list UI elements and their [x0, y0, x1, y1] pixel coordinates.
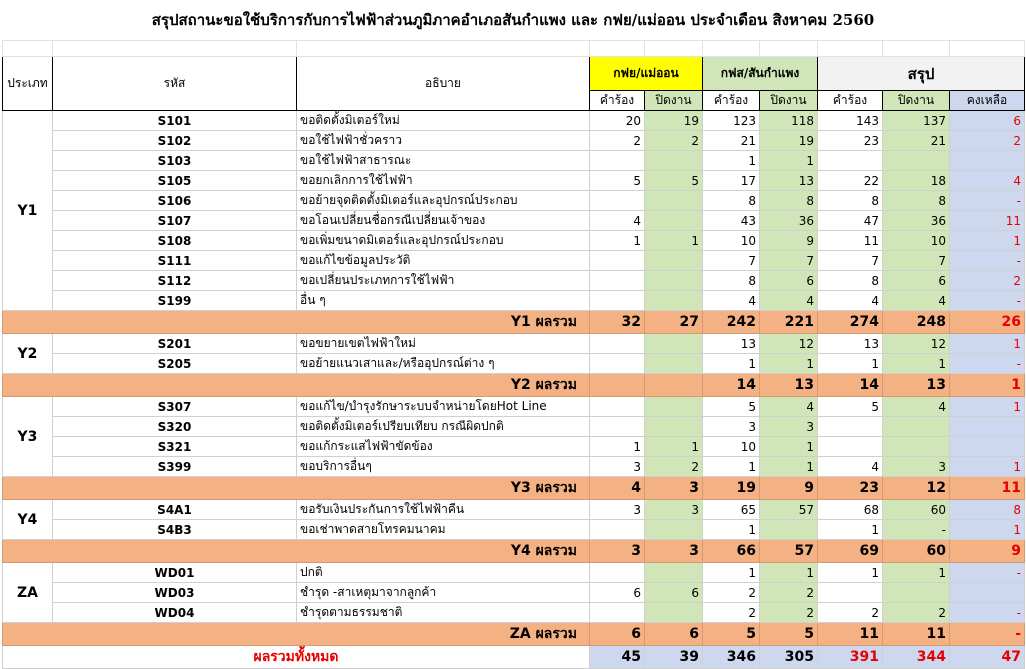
b-req-cell[interactable]: 10	[703, 437, 760, 457]
a-req-cell[interactable]: 2	[590, 131, 645, 151]
description-cell[interactable]: ขอแก้กระแสไฟฟ้าขัดข้อง	[297, 437, 590, 457]
remain-cell[interactable]: 2	[950, 271, 1025, 291]
description-cell[interactable]: ปกติ	[297, 563, 590, 583]
b-closed-cell[interactable]: 1	[760, 563, 818, 583]
table-row	[3, 111, 1025, 131]
remain-cell[interactable]: 1	[950, 457, 1025, 477]
subtotal-remain[interactable]: 26	[950, 311, 1025, 334]
remain-cell[interactable]	[950, 583, 1025, 603]
header-code[interactable]: รหัส	[53, 57, 297, 111]
table-row	[3, 417, 1025, 437]
code-cell[interactable]: WD03	[53, 583, 297, 603]
code-cell[interactable]: S4A1	[53, 500, 297, 520]
s-req-cell[interactable]: 5	[818, 397, 883, 417]
s-req-cell[interactable]: 1	[818, 563, 883, 583]
a-closed-cell[interactable]	[645, 603, 703, 623]
description-cell[interactable]: ชำรุด -สาเหตุมาจากลูกค้า	[297, 583, 590, 603]
s-closed-cell[interactable]: 4	[883, 397, 950, 417]
code-cell[interactable]: WD04	[53, 603, 297, 623]
a-closed-cell[interactable]: 19	[645, 111, 703, 131]
s-closed-cell[interactable]: 2	[883, 603, 950, 623]
subheader-b-closed[interactable]: ปิดงาน	[760, 91, 818, 111]
a-closed-cell[interactable]	[645, 191, 703, 211]
category-cell[interactable]: Y4	[3, 500, 53, 540]
code-cell[interactable]: S103	[53, 151, 297, 171]
s-closed-cell[interactable]: 4	[883, 291, 950, 311]
description-cell[interactable]: ขอย้ายจุดติดตั้งมิเตอร์และอุปกรณ์ประกอบ	[297, 191, 590, 211]
description-cell[interactable]: ขอเช่าพาดสายโทรคมนาคม	[297, 520, 590, 540]
remain-cell[interactable]: -	[950, 563, 1025, 583]
subheader-s-closed[interactable]: ปิดงาน	[883, 91, 950, 111]
category-cell[interactable]: Y1	[3, 111, 53, 311]
subtotal-s-closed[interactable]: 248	[883, 311, 950, 334]
s-closed-cell[interactable]: 6	[883, 271, 950, 291]
remain-cell[interactable]: 4	[950, 171, 1025, 191]
spacer-row	[3, 41, 1025, 57]
b-req-cell[interactable]: 1	[703, 151, 760, 171]
code-cell[interactable]: S101	[53, 111, 297, 131]
a-req-cell[interactable]	[590, 354, 645, 374]
remain-cell[interactable]: -	[950, 603, 1025, 623]
b-closed-cell[interactable]: 12	[760, 334, 818, 354]
b-req-cell[interactable]: 8	[703, 271, 760, 291]
table-row	[3, 583, 1025, 603]
s-req-cell[interactable]: 1	[818, 354, 883, 374]
b-closed-cell[interactable]	[760, 520, 818, 540]
b-closed-cell[interactable]: 8	[760, 191, 818, 211]
a-closed-cell[interactable]: 3	[645, 500, 703, 520]
b-req-cell[interactable]: 3	[703, 417, 760, 437]
subheader-a-req[interactable]: คำร้อง	[590, 91, 645, 111]
a-req-cell[interactable]	[590, 563, 645, 583]
b-req-cell[interactable]: 2	[703, 603, 760, 623]
table-row	[3, 131, 1025, 151]
subtotal-row	[3, 311, 1025, 334]
remain-cell[interactable]: -	[950, 291, 1025, 311]
table-row	[3, 291, 1025, 311]
code-cell[interactable]: S108	[53, 231, 297, 251]
s-closed-cell[interactable]	[883, 583, 950, 603]
b-req-cell[interactable]: 7	[703, 251, 760, 271]
a-req-cell[interactable]	[590, 271, 645, 291]
a-req-cell[interactable]: 3	[590, 457, 645, 477]
b-req-cell[interactable]: 17	[703, 171, 760, 191]
a-closed-cell[interactable]	[645, 520, 703, 540]
grand-total-row	[3, 646, 1025, 669]
a-closed-cell[interactable]: 5	[645, 171, 703, 191]
table-row	[3, 171, 1025, 191]
description-cell[interactable]: ขอใช้ไฟฟ้าชั่วคราว	[297, 131, 590, 151]
subtotal-label[interactable]: Y1 ผลรวม	[3, 311, 590, 334]
table-row	[3, 191, 1025, 211]
table-row	[3, 520, 1025, 540]
b-req-cell[interactable]: 4	[703, 291, 760, 311]
a-req-cell[interactable]	[590, 603, 645, 623]
code-cell[interactable]: WD01	[53, 563, 297, 583]
a-closed-cell[interactable]	[645, 271, 703, 291]
s-closed-cell[interactable]: 1	[883, 563, 950, 583]
code-cell[interactable]: S105	[53, 171, 297, 191]
s-req-cell[interactable]: 23	[818, 131, 883, 151]
a-req-cell[interactable]: 3	[590, 500, 645, 520]
subtotal-remain[interactable]: -	[950, 623, 1025, 646]
subtotal-row	[3, 374, 1025, 397]
s-closed-cell[interactable]	[883, 437, 950, 457]
code-cell[interactable]: S111	[53, 251, 297, 271]
remain-cell[interactable]: 8	[950, 500, 1025, 520]
s-req-cell[interactable]: 8	[818, 271, 883, 291]
b-closed-cell[interactable]: 1	[760, 151, 818, 171]
s-closed-cell[interactable]: 12	[883, 334, 950, 354]
subtotal-b-closed[interactable]: 221	[760, 311, 818, 334]
s-req-cell[interactable]: 13	[818, 334, 883, 354]
total-remain[interactable]: 47	[950, 646, 1025, 669]
s-req-cell[interactable]: 22	[818, 171, 883, 191]
b-closed-cell[interactable]: 13	[760, 171, 818, 191]
subtotal-b-req[interactable]: 19	[703, 477, 760, 500]
a-closed-cell[interactable]: 2	[645, 457, 703, 477]
description-cell[interactable]: ขอย้ายแนวเสาและ/หรืออุปกรณ์ต่าง ๆ	[297, 354, 590, 374]
s-closed-cell[interactable]	[883, 151, 950, 171]
s-req-cell[interactable]	[818, 583, 883, 603]
a-req-cell[interactable]	[590, 291, 645, 311]
a-closed-cell[interactable]	[645, 334, 703, 354]
remain-cell[interactable]	[950, 151, 1025, 171]
b-closed-cell[interactable]: 19	[760, 131, 818, 151]
a-req-cell[interactable]: 5	[590, 171, 645, 191]
b-closed-cell[interactable]: 4	[760, 291, 818, 311]
b-closed-cell[interactable]: 6	[760, 271, 818, 291]
b-closed-cell[interactable]: 118	[760, 111, 818, 131]
table-row	[3, 437, 1025, 457]
header-description[interactable]: อธิบาย	[297, 57, 590, 111]
b-closed-cell[interactable]: 57	[760, 500, 818, 520]
total-b-closed[interactable]: 305	[760, 646, 818, 669]
s-req-cell[interactable]	[818, 417, 883, 437]
subtotal-a-req[interactable]: 4	[590, 477, 645, 500]
s-req-cell[interactable]: 2	[818, 603, 883, 623]
subtotal-s-req[interactable]: 69	[818, 540, 883, 563]
a-req-cell[interactable]	[590, 520, 645, 540]
subheader-remain[interactable]: คงเหลือ	[950, 91, 1025, 111]
description-cell[interactable]: ขอรับเงินประกันการใช้ไฟฟ้าคืน	[297, 500, 590, 520]
subtotal-b-req[interactable]: 5	[703, 623, 760, 646]
s-req-cell[interactable]	[818, 151, 883, 171]
code-cell[interactable]: S106	[53, 191, 297, 211]
description-cell[interactable]: ขอขยายเขตไฟฟ้าใหม่	[297, 334, 590, 354]
code-cell[interactable]: S4B3	[53, 520, 297, 540]
a-req-cell[interactable]: 4	[590, 211, 645, 231]
a-req-cell[interactable]	[590, 151, 645, 171]
code-cell[interactable]: S399	[53, 457, 297, 477]
table-row	[3, 211, 1025, 231]
s-req-cell[interactable]: 4	[818, 291, 883, 311]
subtotal-b-closed[interactable]: 9	[760, 477, 818, 500]
remain-cell[interactable]: 1	[950, 520, 1025, 540]
summary-table	[2, 40, 1025, 669]
b-closed-cell[interactable]: 2	[760, 603, 818, 623]
s-closed-cell[interactable]	[883, 417, 950, 437]
b-req-cell[interactable]: 2	[703, 583, 760, 603]
subtotal-b-req[interactable]: 14	[703, 374, 760, 397]
grand-total-label[interactable]: ผลรวมทั้งหมด	[3, 646, 590, 669]
remain-cell[interactable]: 1	[950, 231, 1025, 251]
subheader-s-req[interactable]: คำร้อง	[818, 91, 883, 111]
code-cell[interactable]: S307	[53, 397, 297, 417]
b-closed-cell[interactable]: 9	[760, 231, 818, 251]
header-group-maeon[interactable]: กฟย/แม่ออน	[590, 57, 703, 91]
subtotal-a-closed[interactable]: 3	[645, 477, 703, 500]
description-cell[interactable]: ขอใช้ไฟฟ้าสาธารณะ	[297, 151, 590, 171]
table-row	[3, 397, 1025, 417]
a-closed-cell[interactable]	[645, 563, 703, 583]
s-closed-cell[interactable]: 18	[883, 171, 950, 191]
a-req-cell[interactable]	[590, 251, 645, 271]
s-req-cell[interactable]	[818, 437, 883, 457]
b-closed-cell[interactable]: 1	[760, 457, 818, 477]
header-type[interactable]: ประเภท	[3, 57, 53, 111]
description-cell[interactable]: ขอติดตั้งมิเตอร์ใหม่	[297, 111, 590, 131]
table-row	[3, 251, 1025, 271]
subheader-a-closed[interactable]: ปิดงาน	[645, 91, 703, 111]
description-cell[interactable]: ขอเปลี่ยนประเภทการใช้ไฟฟ้า	[297, 271, 590, 291]
b-req-cell[interactable]: 65	[703, 500, 760, 520]
description-cell[interactable]: ขอติดตั้งมิเตอร์เปรียบเทียบ กรณีผิดปกติ	[297, 417, 590, 437]
s-req-cell[interactable]: 68	[818, 500, 883, 520]
b-req-cell[interactable]: 43	[703, 211, 760, 231]
subtotal-a-closed[interactable]: 6	[645, 623, 703, 646]
description-cell[interactable]: ขอเพิ่มขนาดมิเตอร์และอุปกรณ์ประกอบ	[297, 231, 590, 251]
s-req-cell[interactable]: 47	[818, 211, 883, 231]
subtotal-remain[interactable]: 1	[950, 374, 1025, 397]
s-req-cell[interactable]: 1	[818, 520, 883, 540]
subtotal-label[interactable]: Y4 ผลรวม	[3, 540, 590, 563]
subtotal-s-closed[interactable]: 12	[883, 477, 950, 500]
b-req-cell[interactable]: 13	[703, 334, 760, 354]
subtotal-label[interactable]: Y2 ผลรวม	[3, 374, 590, 397]
a-closed-cell[interactable]	[645, 354, 703, 374]
b-req-cell[interactable]: 1	[703, 354, 760, 374]
remain-cell[interactable]: -	[950, 251, 1025, 271]
header-group-summary[interactable]: สรุป	[818, 57, 1025, 91]
a-closed-cell[interactable]	[645, 291, 703, 311]
s-req-cell[interactable]: 8	[818, 191, 883, 211]
total-s-req[interactable]: 391	[818, 646, 883, 669]
description-cell[interactable]: อื่น ๆ	[297, 291, 590, 311]
a-closed-cell[interactable]: 2	[645, 131, 703, 151]
subtotal-a-req[interactable]	[590, 374, 645, 397]
b-closed-cell[interactable]: 7	[760, 251, 818, 271]
s-closed-cell[interactable]: -	[883, 520, 950, 540]
s-req-cell[interactable]: 143	[818, 111, 883, 131]
s-closed-cell[interactable]: 36	[883, 211, 950, 231]
description-cell[interactable]: ขอแก้ไขข้อมูลประวัติ	[297, 251, 590, 271]
subtotal-b-closed[interactable]: 57	[760, 540, 818, 563]
subtotal-a-req[interactable]: 3	[590, 540, 645, 563]
code-cell[interactable]: S102	[53, 131, 297, 151]
subtotal-s-req[interactable]: 274	[818, 311, 883, 334]
b-req-cell[interactable]: 8	[703, 191, 760, 211]
category-cell[interactable]: Y3	[3, 397, 53, 477]
header-row	[3, 57, 1025, 91]
header-group-sankamphaeng[interactable]: กฟส/สันกำแพง	[703, 57, 818, 91]
category-cell[interactable]: ZA	[3, 563, 53, 623]
a-closed-cell[interactable]: 1	[645, 437, 703, 457]
subtotal-row	[3, 623, 1025, 646]
subtotal-s-req[interactable]: 11	[818, 623, 883, 646]
a-closed-cell[interactable]	[645, 397, 703, 417]
remain-cell[interactable]: 1	[950, 334, 1025, 354]
b-closed-cell[interactable]: 4	[760, 397, 818, 417]
s-closed-cell[interactable]: 60	[883, 500, 950, 520]
b-req-cell[interactable]: 123	[703, 111, 760, 131]
a-req-cell[interactable]	[590, 417, 645, 437]
a-req-cell[interactable]: 6	[590, 583, 645, 603]
a-req-cell[interactable]	[590, 397, 645, 417]
table-row	[3, 231, 1025, 251]
subtotal-label[interactable]: ZA ผลรวม	[3, 623, 590, 646]
subtotal-s-closed[interactable]: 11	[883, 623, 950, 646]
subtotal-s-req[interactable]: 23	[818, 477, 883, 500]
b-req-cell[interactable]: 10	[703, 231, 760, 251]
a-req-cell[interactable]: 1	[590, 231, 645, 251]
table-row	[3, 354, 1025, 374]
table-row	[3, 334, 1025, 354]
b-closed-cell[interactable]: 36	[760, 211, 818, 231]
subtotal-s-req[interactable]: 14	[818, 374, 883, 397]
description-cell[interactable]: ขอบริการอื่นๆ	[297, 457, 590, 477]
remain-cell[interactable]: 11	[950, 211, 1025, 231]
b-closed-cell[interactable]: 2	[760, 583, 818, 603]
subtotal-s-closed[interactable]: 13	[883, 374, 950, 397]
remain-cell[interactable]: 1	[950, 397, 1025, 417]
description-cell[interactable]: ขอโอนเปลี่ยนชื่อกรณีเปลี่ยนเจ้าของ	[297, 211, 590, 231]
remain-cell[interactable]: 2	[950, 131, 1025, 151]
subtotal-s-closed[interactable]: 60	[883, 540, 950, 563]
b-req-cell[interactable]: 21	[703, 131, 760, 151]
subtotal-b-req[interactable]: 242	[703, 311, 760, 334]
s-closed-cell[interactable]: 10	[883, 231, 950, 251]
code-cell[interactable]: S201	[53, 334, 297, 354]
b-closed-cell[interactable]: 3	[760, 417, 818, 437]
b-closed-cell[interactable]: 1	[760, 354, 818, 374]
s-closed-cell[interactable]: 3	[883, 457, 950, 477]
total-a-req[interactable]: 45	[590, 646, 645, 669]
table-row	[3, 563, 1025, 583]
a-req-cell[interactable]: 1	[590, 437, 645, 457]
b-req-cell[interactable]: 5	[703, 397, 760, 417]
remain-cell[interactable]: -	[950, 191, 1025, 211]
subtotal-a-req[interactable]: 32	[590, 311, 645, 334]
a-req-cell[interactable]: 20	[590, 111, 645, 131]
remain-cell[interactable]: -	[950, 354, 1025, 374]
a-req-cell[interactable]	[590, 191, 645, 211]
s-closed-cell[interactable]: 137	[883, 111, 950, 131]
table-row	[3, 603, 1025, 623]
table-row	[3, 151, 1025, 171]
subtotal-remain[interactable]: 11	[950, 477, 1025, 500]
subtotal-remain[interactable]: 9	[950, 540, 1025, 563]
a-closed-cell[interactable]	[645, 151, 703, 171]
description-cell[interactable]: ขอแก้ไข/บำรุงรักษาระบบจำหน่ายโดยHot Line	[297, 397, 590, 417]
table-row	[3, 500, 1025, 520]
code-cell[interactable]: S205	[53, 354, 297, 374]
subheader-b-req[interactable]: คำร้อง	[703, 91, 760, 111]
b-req-cell[interactable]: 1	[703, 520, 760, 540]
code-cell[interactable]: S321	[53, 437, 297, 457]
subtotal-a-closed[interactable]: 27	[645, 311, 703, 334]
sheet-title: สรุปสถานะขอใช้บริการกับการไฟฟ้าส่วนภูมิภาคอำเภอสันกำแพง และ กฟย/แม่ออน ประจำเดือน สิงหาคม 2560	[151, 11, 875, 29]
a-closed-cell[interactable]	[645, 417, 703, 437]
s-req-cell[interactable]: 7	[818, 251, 883, 271]
s-closed-cell[interactable]: 21	[883, 131, 950, 151]
subtotal-b-req[interactable]: 66	[703, 540, 760, 563]
total-a-closed[interactable]: 39	[645, 646, 703, 669]
code-cell[interactable]: S320	[53, 417, 297, 437]
a-closed-cell[interactable]	[645, 211, 703, 231]
s-closed-cell[interactable]: 7	[883, 251, 950, 271]
category-cell[interactable]: Y2	[3, 334, 53, 374]
subtotal-label[interactable]: Y3 ผลรวม	[3, 477, 590, 500]
code-cell[interactable]: S112	[53, 271, 297, 291]
code-cell[interactable]: S107	[53, 211, 297, 231]
remain-cell[interactable]	[950, 417, 1025, 437]
a-closed-cell[interactable]	[645, 251, 703, 271]
total-s-closed[interactable]: 344	[883, 646, 950, 669]
subtotal-b-closed[interactable]: 13	[760, 374, 818, 397]
table-row	[3, 271, 1025, 291]
a-closed-cell[interactable]: 1	[645, 231, 703, 251]
subtotal-b-closed[interactable]: 5	[760, 623, 818, 646]
table-row	[3, 457, 1025, 477]
s-closed-cell[interactable]: 1	[883, 354, 950, 374]
subtotal-a-req[interactable]: 6	[590, 623, 645, 646]
a-req-cell[interactable]	[590, 334, 645, 354]
subtotal-row	[3, 540, 1025, 563]
remain-cell[interactable]	[950, 437, 1025, 457]
b-req-cell[interactable]: 1	[703, 563, 760, 583]
subtotal-a-closed[interactable]	[645, 374, 703, 397]
remain-cell[interactable]: 6	[950, 111, 1025, 131]
s-req-cell[interactable]: 4	[818, 457, 883, 477]
a-closed-cell[interactable]: 6	[645, 583, 703, 603]
b-req-cell[interactable]: 1	[703, 457, 760, 477]
b-closed-cell[interactable]: 1	[760, 437, 818, 457]
subtotal-row	[3, 477, 1025, 500]
description-cell[interactable]: ขอยกเลิกการใช้ไฟฟ้า	[297, 171, 590, 191]
subtotal-a-closed[interactable]: 3	[645, 540, 703, 563]
s-closed-cell[interactable]: 8	[883, 191, 950, 211]
total-b-req[interactable]: 346	[703, 646, 760, 669]
s-req-cell[interactable]: 11	[818, 231, 883, 251]
description-cell[interactable]: ชำรุดตามธรรมชาติ	[297, 603, 590, 623]
code-cell[interactable]: S199	[53, 291, 297, 311]
